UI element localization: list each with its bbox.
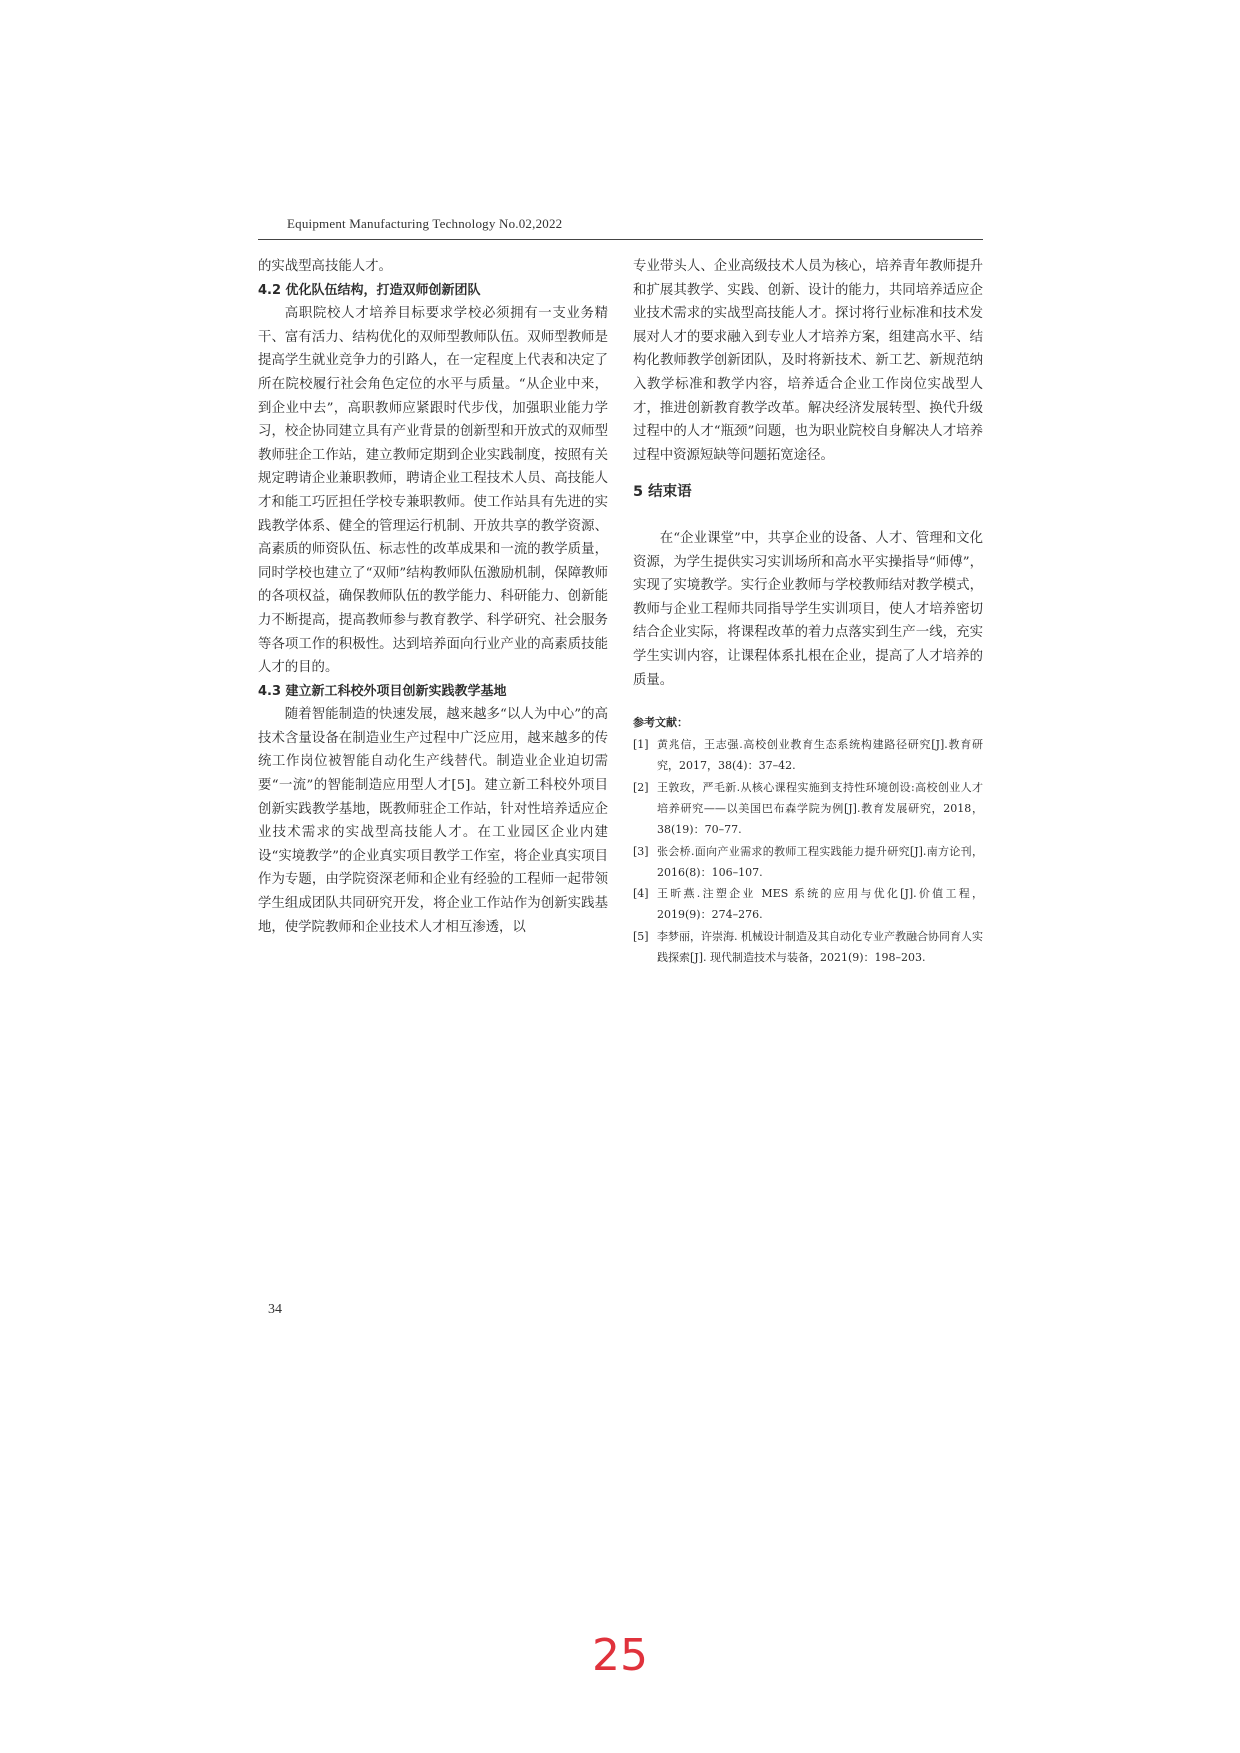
references-list	[633, 734, 983, 968]
section-4-2-heading: 4.2 优化队伍结构，打造双师创新团队	[258, 282, 481, 298]
reference-text: 王敦玫，严毛新.从核心课程实施到支持性环境创设:高校创业人才培养研究——以美国巴布森学院为例[J].教育发展研究，2018，38(19)：70–77.	[657, 780, 983, 837]
reference-text: 张会桥.面向产业需求的教师工程实践能力提升研究[J].南方论刊，2016(8)：106–107.	[657, 844, 983, 879]
reference-number: [1]	[633, 738, 649, 752]
reference-item	[633, 926, 983, 969]
reference-item	[633, 883, 983, 926]
continued-paragraph: 专业带头人、企业高级技术人员为核心，培养青年教师提升和扩展其教学、实践、创新、设计的能力，共同培养适应企业技术需求的实战型高技能人才。探讨将行业标准和技术发展对人才的要求融入到专业人才培养方案，组建高水平、结构化教师教学创新团队，及时将新技术、新工艺、新规范纳入教学标准和教学内容，培养适合企业工作岗位实战型人才，推进创新教育教学改革。解决经济发展转型、换代升级过程中的人才“瓶颈”问题，也为职业院校自身解决人才培养过程中资源短缺等问题拓宽途径。	[633, 259, 983, 463]
reference-number: [3]	[633, 844, 649, 858]
lead-paragraph: 的实战型高技能人才。	[258, 259, 392, 274]
section-5-heading: 5 结束语	[633, 484, 692, 501]
page-number: 34	[268, 1302, 282, 1317]
right-column	[633, 255, 983, 968]
folio-number: 25	[592, 1630, 648, 1681]
header-rule	[258, 239, 983, 240]
section-4-2-paragraph: 高职院校人才培养目标要求学校必须拥有一支业务精干、富有活力、结构优化的双师型教师队伍。双师型教师是提高学生就业竞争力的引路人，在一定程度上代表和决定了所在院校履行社会角色定位的水平与质量。“从企业中来，到企业中去”，高职教师应紧跟时代步伐，加强职业能力学习，校企协同建立具有产业背景的创新型和开放式的双师型教师驻企工作站，建立教师定期到企业实践制度，按照有关规定聘请企业兼职教师，聘请企业工程技术人员、高技能人才和能工巧匠担任学校专兼职教师。使工作站具有先进的实践教学体系、健全的管理运行机制、开放共享的教学资源、高素质的师资队伍、标志性的改革成果和一流的教学质量，同时学校也建立了“双师”结构教师队伍激励机制，保障教师的各项权益，确保教师队伍的教学能力、科研能力、创新能力不断提高，提高教师参与教育教学、科学研究、社会服务等各项工作的积极性。达到培养面向行业产业的高素质技能人才的目的。	[258, 306, 608, 676]
section-4-3-paragraph: 随着智能制造的快速发展，越来越多“以人为中心”的高技术含量设备在制造业生产过程中广泛应用，越来越多的传统工作岗位被智能自动化生产线替代。制造业企业迫切需要“一流”的智能制造应用型人才[5]。建立新工科校外项目创新实践教学基地，既教师驻企工作站，针对性培养适应企业技术需求的实战型高技能人才。在工业园区企业内建设“实境教学”的企业真实项目教学工作室，将企业真实项目作为专题，由学院资深老师和企业有经验的工程师一起带领学生组成团队共同研究开发，将企业工作站作为创新实践基地，使学院教师和企业技术人才相互渗透，以	[258, 707, 608, 935]
left-column	[258, 255, 608, 939]
section-4-3-heading: 4.3 建立新工科校外项目创新实践教学基地	[258, 683, 507, 699]
reference-number: [4]	[633, 887, 649, 901]
reference-text: 黄兆信，王志强.高校创业教育生态系统构建路径研究[J].教育研究，2017，38(4)：37–42.	[657, 738, 983, 773]
conclusion-paragraph: 在“企业课堂”中，共享企业的设备、人才、管理和文化资源，为学生提供实习实训场所和高水平实操指导“师傅”，实现了实境教学。实行企业教师与学校教师结对教学模式，教师与企业工程师共同指导学生实训项目，使人才培养密切结合企业实际，将课程改革的着力点落实到生产一线，充实学生实训内容，让课程体系扎根在企业，提高了人才培养的质量。	[633, 530, 983, 688]
reference-number: [5]	[633, 929, 649, 943]
reference-text: 王昕燕.注塑企业 MES 系统的应用与优化[J].价值工程，2019(9)：274–276.	[657, 887, 983, 922]
running-header: Equipment Manufacturing Technology No.02,2022	[287, 216, 563, 231]
reference-item	[633, 841, 983, 884]
reference-item	[633, 777, 983, 841]
reference-number: [2]	[633, 780, 649, 794]
reference-text: 李梦丽，许崇海. 机械设计制造及其自动化专业产教融合协同育人实践探索[J]. 现代制造技术与装备，2021(9)：198–203.	[657, 929, 983, 965]
references-title: 参考文献：	[633, 716, 688, 730]
reference-item	[633, 734, 983, 777]
